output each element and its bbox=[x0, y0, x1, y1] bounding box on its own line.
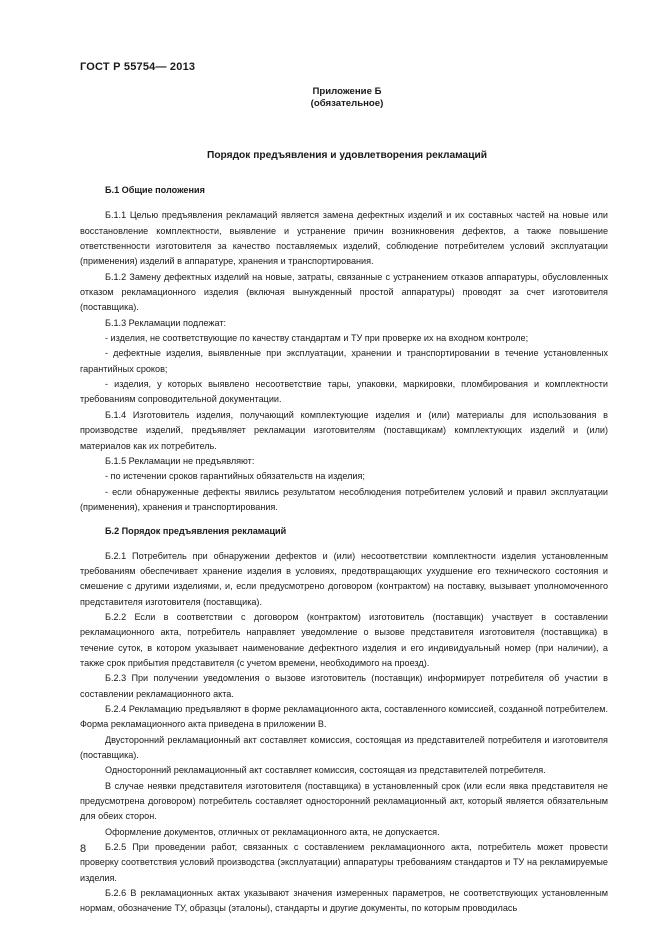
document-code: ГОСТ Р 55754— 2013 bbox=[80, 61, 196, 73]
paragraph-b-2-3: Б.2.3 При получении уведомления о вызове изготовитель (поставщик) информирует потребителя об участии в составлении рекламационного акта. bbox=[80, 673, 608, 699]
paragraph-b-1-2: Б.1.2 Замену дефектных изделий на новые, затраты, связанные с устранением отказов аппаратуры, обусловленных отказом рекламационного изделия (включая вынужденный простой аппаратуры) проводят за счет изготовителя (поставщика). bbox=[80, 271, 608, 313]
paragraph-b-2-5: Б.2.5 При проведении работ, связанных с составлением рекламационного акта, потребитель может провести проверку соответствия условий производства (эксплуатации) аппаратуры требованиям стандартов и ТУ на рекламируемые изделия. bbox=[80, 842, 608, 883]
list-item: - по истечении сроков гарантийных обязательств на изделия; bbox=[105, 471, 365, 482]
paragraph-b-2-6: Б.2.6 В рекламационных актах указывают значения измеренных параметров, не соответствующих установленным нормам, обозначение ТУ, образцы (эталоны), стандарты и другие документы, по которым проводилась bbox=[80, 888, 608, 914]
list-item: - если обнаруженные дефекты явились результатом несоблюдения потребителем условий и правил эксплуатации (применения), хранения и транспортирования. bbox=[80, 486, 608, 512]
subsection-heading-general: Б.1 Общие положения bbox=[105, 185, 205, 195]
paragraph-b-1-3: Б.1.3 Рекламации подлежат: bbox=[105, 317, 227, 328]
appendix-title: Приложение Б bbox=[312, 86, 382, 97]
paragraph-b-2-1: Б.2.1 Потребитель при обнаружении дефектов и (или) несоответствии комплектности изделия установленным требованиям обеспечивает хранение изделия в условиях, предотвращающих ухудшение его технического состояния и смешение с другими изделиями, и, если предусмотрено договором (контрактом) на поставку, вызывает уполномоченного представителя изготовителя (поставщика). bbox=[80, 550, 608, 607]
paragraph-b-2-2: Б.2.2 Если в соответствии с договором (контрактом) изготовитель (поставщик) участвует в составлении рекламационного акта, потребитель направляет уведомление о вызове представителя изготовителя (поставщика) в течение суток, в котором указывает наименование дефектного изделия и его индивидуальный номер (при наличии), а также срок прибытия представителя (с учетом времени, необходимого на проезд). bbox=[80, 611, 608, 668]
list-item: - изделия, у которых выявлено несоответствие тары, упаковки, маркировки, пломбирования и комплектности требованиям сопроводительной документации. bbox=[80, 379, 608, 405]
paragraph: Оформление документов, отличных от рекламационного акта, не допускается. bbox=[105, 826, 440, 837]
appendix-status: (обязательное) bbox=[310, 98, 384, 109]
section-title: Порядок предъявления и удовлетворения рекламаций bbox=[207, 150, 487, 161]
paragraph-b-2-4: Б.2.4 Рекламацию предъявляют в форме рекламационного акта, составленного комиссией, созданной потребителем. Форма рекламационного акта приведена в приложении В. bbox=[80, 704, 608, 730]
paragraph-b-1-5: Б.1.5 Рекламации не предъявляют: bbox=[105, 455, 255, 466]
paragraph: Односторонний рекламационный акт составляет комиссия, состоящая из представителей потребителя. bbox=[105, 765, 546, 776]
list-item: - дефектные изделия, выявленные при эксплуатации, хранении и транспортировании в течение установленных гарантийных сроков; bbox=[80, 348, 608, 374]
paragraph: Двусторонний рекламационный акт составляет комиссия, состоящая из представителей потребителя и изготовителя (поставщика). bbox=[80, 734, 608, 761]
paragraph: В случае неявки представителя изготовителя (поставщика) в установленный срок (или если явка представителя не предусмотрена договором) потребитель составляет односторонний рекламационный акт, который является обязательным для обеих сторон. bbox=[80, 780, 608, 822]
list-item: - изделия, не соответствующие по качеству стандартам и ТУ при проверке их на входном контроле; bbox=[105, 333, 529, 344]
document-body bbox=[80, 183, 608, 917]
paragraph-b-1-4: Б.1.4 Изготовитель изделия, получающий комплектующие изделия и (или) материалы для использования в производстве изделий, предъявляет рекламации изготовителям (поставщикам) комплектующих изделий и (или) материалов как их потребитель. bbox=[80, 409, 608, 451]
page-number: 8 bbox=[80, 843, 87, 855]
paragraph-b-1-1: Б.1.1 Целью предъявления рекламаций является замена дефектных изделий и их составных частей на новые или восстановление комплектности, выявление и устранение причин возникновения дефектов, а также повышение ответственности изготовителя за качество поставляемых изделий, соблюдение потребителем условий эксплуатации (применения) изделий в аппаратуре, хранения и транспортирования. bbox=[80, 210, 608, 267]
subsection-heading-procedure: Б.2 Порядок предъявления рекламаций bbox=[105, 526, 287, 537]
